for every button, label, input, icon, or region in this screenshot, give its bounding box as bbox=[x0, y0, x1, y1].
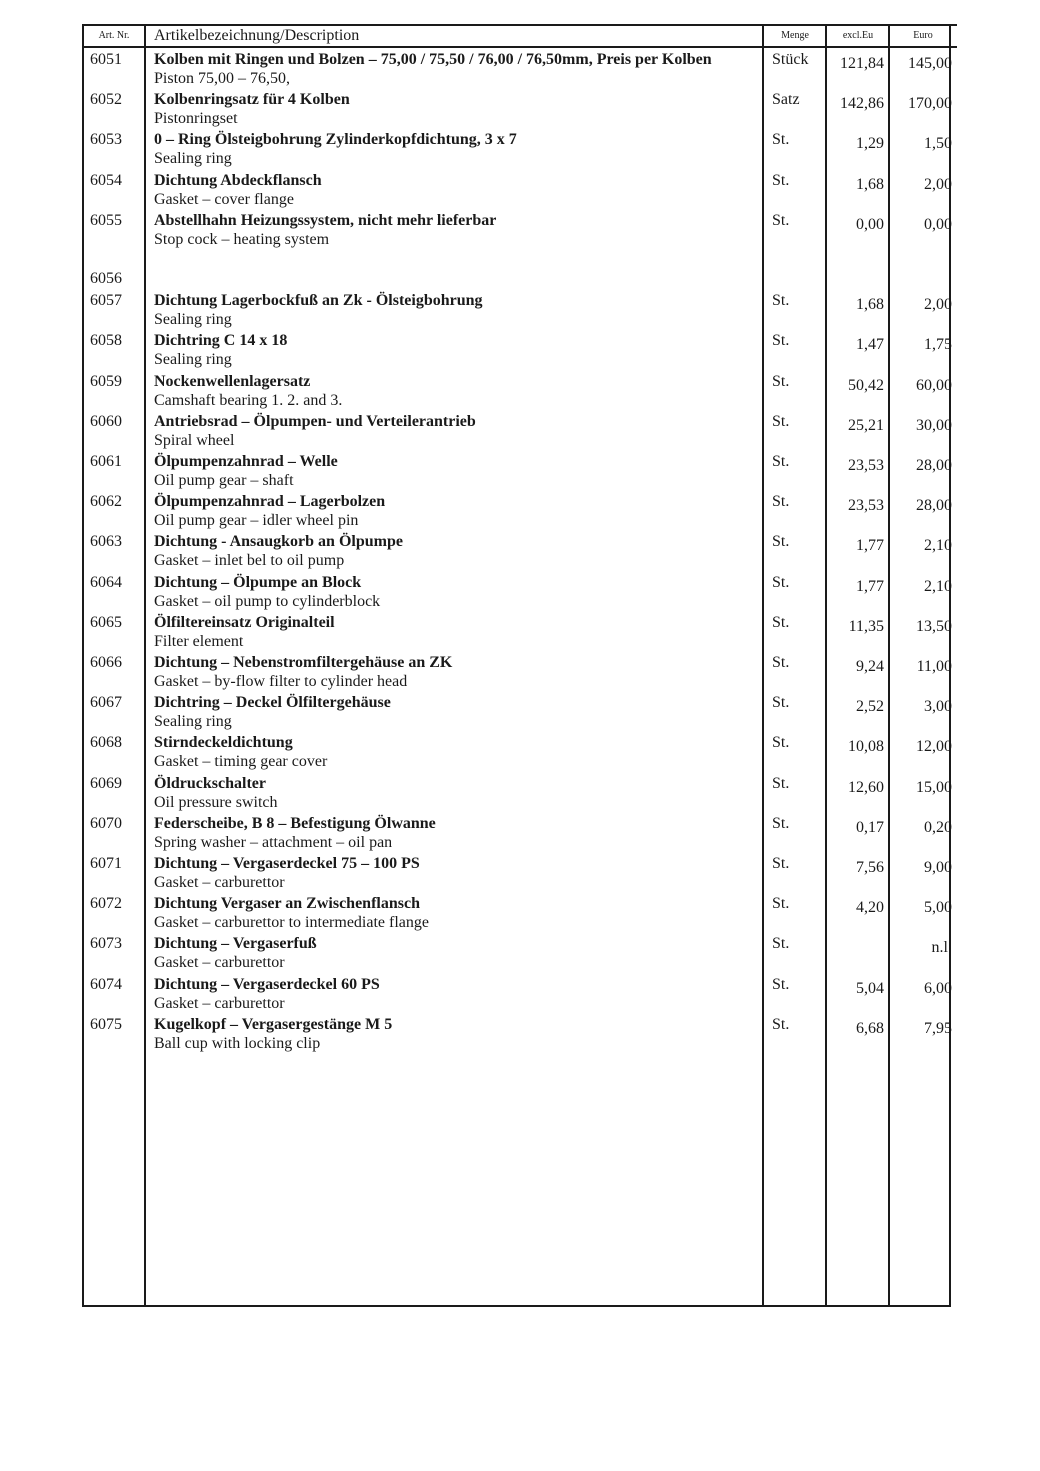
description-english: Gasket – cover flange bbox=[154, 190, 294, 208]
article-number: 6072 bbox=[90, 895, 122, 913]
price-excl-vat: 1,68 bbox=[856, 296, 884, 314]
article-number: 6060 bbox=[90, 412, 122, 430]
price-euro: 60,00 bbox=[916, 376, 952, 394]
description-german: Kugelkopf – Vergasergestänge M 5 bbox=[154, 1015, 393, 1033]
unit: St. bbox=[772, 895, 790, 913]
table-row bbox=[82, 530, 957, 570]
article-number: 6062 bbox=[90, 493, 122, 511]
description-german: Ölfiltereinsatz Originalteil bbox=[154, 613, 335, 631]
description-german: Antriebsrad – Ölpumpen- und Verteilerantrieb bbox=[154, 412, 476, 430]
price-excl-vat: 12,60 bbox=[848, 778, 884, 796]
table-row bbox=[82, 490, 957, 530]
article-number: 6075 bbox=[90, 1015, 122, 1033]
price-euro: 170,00 bbox=[908, 95, 952, 113]
table-row bbox=[82, 370, 957, 410]
header-menge: Menge bbox=[781, 30, 809, 41]
unit: St. bbox=[772, 654, 790, 671]
article-description bbox=[154, 50, 762, 88]
price-excl-vat: 50,42 bbox=[848, 376, 884, 394]
price-excl-vat: 5,04 bbox=[856, 979, 884, 997]
unit: St. bbox=[772, 774, 790, 792]
price-euro: 9,00 bbox=[924, 859, 952, 876]
price-euro: 13,50 bbox=[916, 617, 952, 635]
unit: St. bbox=[772, 412, 790, 430]
article-number: 6071 bbox=[90, 855, 122, 872]
table-row bbox=[82, 169, 957, 209]
header-excl: excl.Eu bbox=[842, 30, 874, 41]
article-description bbox=[154, 492, 762, 530]
price-euro: 2,10 bbox=[924, 537, 952, 555]
article-number: 6066 bbox=[90, 654, 122, 671]
price-euro: 15,00 bbox=[916, 778, 952, 796]
price-excl-vat: 25,21 bbox=[848, 416, 884, 434]
table-row bbox=[82, 571, 957, 611]
description-german: Dichtung - Ansaugkorb an Ölpumpe bbox=[154, 533, 403, 551]
table-row bbox=[82, 812, 957, 852]
unit: St. bbox=[772, 211, 790, 229]
article-number: 6059 bbox=[90, 372, 122, 390]
price-excl-vat: 1,47 bbox=[856, 336, 884, 354]
price-excl-vat: 6,68 bbox=[856, 1019, 884, 1037]
description-german: 0 – Ring Ölsteigbohrung Zylinderkopfdichtung, 3 x 7 bbox=[154, 131, 517, 149]
article-description bbox=[154, 894, 762, 932]
price-excl-vat: 121,84 bbox=[840, 55, 884, 72]
description-german: Öldruckschalter bbox=[154, 774, 266, 792]
article-number: 6057 bbox=[90, 292, 122, 310]
table-row bbox=[82, 209, 957, 249]
description-german: Dichtung Vergaser an Zwischenflansch bbox=[154, 895, 420, 913]
article-number: 6074 bbox=[90, 975, 122, 993]
unit: St. bbox=[772, 533, 790, 551]
description-german: Kolbenringsatz für 4 Kolben bbox=[154, 91, 350, 109]
unit: St. bbox=[772, 613, 790, 631]
description-english: Sealing ring bbox=[154, 150, 232, 168]
unit: St. bbox=[772, 332, 790, 350]
article-number: 6068 bbox=[90, 734, 122, 752]
description-german: Dichtung – Vergaserdeckel 60 PS bbox=[154, 975, 380, 993]
price-euro: 30,00 bbox=[916, 416, 952, 434]
unit: St. bbox=[772, 292, 790, 310]
description-english: Camshaft bearing 1. 2. and 3. bbox=[154, 391, 343, 409]
description-german: Federscheibe, B 8 – Befestigung Ölwanne bbox=[154, 814, 436, 832]
unit: Stück bbox=[772, 51, 809, 68]
price-euro: 1,75 bbox=[924, 336, 952, 354]
price-excl-vat: 1,77 bbox=[856, 577, 884, 595]
article-number: 6064 bbox=[90, 573, 122, 591]
description-german: Dichtring – Deckel Ölfiltergehäuse bbox=[154, 694, 391, 712]
description-english: Pistonringset bbox=[154, 110, 238, 128]
description-english: Gasket – carburettor to intermediate flange bbox=[154, 914, 429, 932]
description-english: Filter element bbox=[154, 632, 244, 650]
description-english: Spiral wheel bbox=[154, 431, 235, 449]
unit: St. bbox=[772, 935, 790, 953]
price-euro: 28,00 bbox=[916, 457, 952, 474]
description-english: Ball cup with locking clip bbox=[154, 1034, 321, 1052]
unit: St. bbox=[772, 493, 790, 511]
table-row bbox=[82, 651, 957, 691]
article-description bbox=[154, 1015, 762, 1053]
unit: St. bbox=[772, 694, 790, 712]
article-number: 6058 bbox=[90, 332, 122, 350]
description-english: Gasket – inlet bel to oil pump bbox=[154, 552, 345, 570]
description-english: Sealing ring bbox=[154, 351, 232, 369]
price-euro: 145,00 bbox=[908, 55, 952, 72]
table-row bbox=[82, 128, 957, 168]
description-english: Gasket – carburettor bbox=[154, 994, 285, 1012]
description-german: Nockenwellenlagersatz bbox=[154, 372, 311, 390]
price-euro: 2,10 bbox=[924, 577, 952, 595]
unit: Satz bbox=[772, 91, 800, 109]
article-description bbox=[154, 291, 762, 329]
description-english: Gasket – oil pump to cylinderblock bbox=[154, 592, 381, 610]
description-german: Dichtung – Vergaserfuß bbox=[154, 935, 317, 953]
unit: St. bbox=[772, 1015, 790, 1033]
table-row bbox=[82, 1013, 957, 1053]
price-excl-vat: 23,53 bbox=[848, 457, 884, 474]
article-description bbox=[154, 854, 762, 892]
article-description bbox=[154, 412, 762, 450]
price-list-table bbox=[82, 24, 957, 1307]
article-description bbox=[154, 934, 762, 972]
description-english: Sealing ring bbox=[154, 713, 232, 731]
article-description bbox=[154, 372, 762, 410]
unit: St. bbox=[772, 453, 790, 470]
table-row bbox=[82, 772, 957, 812]
price-euro: 0,20 bbox=[924, 818, 952, 836]
article-number: 6070 bbox=[90, 814, 122, 832]
description-german: Dichtung Lagerbockfuß an Zk - Ölsteigbohrung bbox=[154, 292, 483, 310]
article-description bbox=[154, 532, 762, 570]
article-description bbox=[154, 90, 762, 128]
article-description bbox=[154, 814, 762, 852]
price-excl-vat: 1,29 bbox=[856, 135, 884, 153]
description-german: Stirndeckeldichtung bbox=[154, 734, 293, 752]
price-euro: 11,00 bbox=[916, 658, 952, 675]
price-euro: 2,00 bbox=[924, 296, 952, 314]
article-description bbox=[154, 975, 762, 1013]
unit: St. bbox=[772, 372, 790, 390]
description-german: Dichtung – Vergaserdeckel 75 – 100 PS bbox=[154, 855, 420, 872]
article-number: 6067 bbox=[90, 694, 122, 712]
article-description bbox=[154, 613, 762, 651]
table-row bbox=[82, 973, 957, 1013]
price-excl-vat: 4,20 bbox=[856, 899, 884, 917]
description-german: Ölpumpenzahnrad – Welle bbox=[154, 453, 338, 470]
table-row bbox=[82, 249, 957, 289]
description-english: Sealing ring bbox=[154, 311, 232, 329]
article-description bbox=[154, 211, 762, 249]
table-row bbox=[82, 932, 957, 972]
unit: St. bbox=[772, 131, 790, 149]
article-description bbox=[154, 452, 762, 490]
description-english: Oil pump gear – shaft bbox=[154, 472, 294, 489]
table-row bbox=[82, 731, 957, 771]
article-description bbox=[154, 653, 762, 691]
unit: St. bbox=[772, 171, 790, 189]
description-english: Oil pump gear – idler wheel pin bbox=[154, 512, 359, 530]
article-number: 6069 bbox=[90, 774, 122, 792]
article-number: 6052 bbox=[90, 91, 122, 109]
article-number: 6054 bbox=[90, 171, 122, 189]
table-row bbox=[82, 410, 957, 450]
price-excl-vat: 0,17 bbox=[856, 818, 884, 836]
description-german: Dichtung – Nebenstromfiltergehäuse an ZK bbox=[154, 654, 453, 671]
table-row bbox=[82, 892, 957, 932]
price-euro: 12,00 bbox=[916, 738, 952, 756]
unit: St. bbox=[772, 975, 790, 993]
article-number: 6055 bbox=[90, 211, 122, 229]
article-number: 6063 bbox=[90, 533, 122, 551]
article-description bbox=[154, 774, 762, 812]
article-description bbox=[154, 171, 762, 209]
description-english: Gasket – carburettor bbox=[154, 954, 285, 972]
price-excl-vat: 0,00 bbox=[856, 215, 884, 233]
price-euro: n.l. bbox=[931, 939, 952, 957]
price-euro: 3,00 bbox=[924, 698, 952, 716]
price-excl-vat: 11,35 bbox=[848, 617, 884, 635]
price-euro: 5,00 bbox=[924, 899, 952, 917]
price-euro: 2,00 bbox=[924, 175, 952, 193]
article-description bbox=[154, 693, 762, 731]
price-excl-vat: 1,77 bbox=[856, 537, 884, 555]
article-number: 6073 bbox=[90, 935, 122, 953]
description-german: Abstellhahn Heizungssystem, nicht mehr lieferbar bbox=[154, 211, 497, 229]
description-german: Dichtung – Ölpumpe an Block bbox=[154, 573, 362, 591]
header-description: Artikelbezeichnung/Description bbox=[154, 27, 360, 44]
table-bottom-border bbox=[82, 1305, 950, 1307]
article-number: 6056 bbox=[90, 270, 122, 287]
table-row bbox=[82, 852, 957, 892]
article-description bbox=[154, 573, 762, 611]
unit: St. bbox=[772, 814, 790, 832]
price-excl-vat: 9,24 bbox=[856, 658, 884, 675]
price-euro: 6,00 bbox=[924, 979, 952, 997]
table-row bbox=[82, 450, 957, 490]
article-description bbox=[154, 130, 762, 168]
article-number: 6053 bbox=[90, 131, 122, 149]
table-row bbox=[82, 611, 957, 651]
price-euro: 0,00 bbox=[924, 215, 952, 233]
price-euro: 1,50 bbox=[924, 135, 952, 153]
price-excl-vat: 7,56 bbox=[856, 859, 884, 876]
description-german: Ölpumpenzahnrad – Lagerbolzen bbox=[154, 493, 386, 511]
price-excl-vat: 1,68 bbox=[856, 175, 884, 193]
description-german: Kolben mit Ringen und Bolzen – 75,00 / 75,50 / 76,00 / 76,50mm, Preis per Kolben bbox=[154, 51, 712, 68]
unit: St. bbox=[772, 573, 790, 591]
header-art-nr: Art. Nr. bbox=[98, 30, 130, 41]
description-english: Gasket – timing gear cover bbox=[154, 753, 328, 771]
article-number: 6061 bbox=[90, 453, 122, 470]
article-number: 6065 bbox=[90, 613, 122, 631]
price-euro: 28,00 bbox=[916, 497, 952, 515]
description-german: Dichtung Abdeckflansch bbox=[154, 171, 322, 189]
table-row bbox=[82, 48, 957, 88]
price-excl-vat: 2,52 bbox=[856, 698, 884, 716]
table-row bbox=[82, 289, 957, 329]
price-excl-vat: 10,08 bbox=[848, 738, 884, 756]
article-number: 6051 bbox=[90, 51, 122, 68]
unit: St. bbox=[772, 855, 790, 872]
header-euro: Euro bbox=[913, 30, 933, 41]
description-english: Gasket – by-flow filter to cylinder head bbox=[154, 673, 408, 690]
article-description bbox=[154, 733, 762, 771]
description-english: Gasket – carburettor bbox=[154, 874, 285, 891]
description-english: Spring washer – attachment – oil pan bbox=[154, 833, 393, 851]
price-excl-vat: 142,86 bbox=[840, 95, 884, 113]
description-english: Oil pressure switch bbox=[154, 793, 278, 811]
unit: St. bbox=[772, 734, 790, 752]
price-excl-vat: 23,53 bbox=[848, 497, 884, 515]
article-description bbox=[154, 331, 762, 369]
description-english: Stop cock – heating system bbox=[154, 230, 330, 248]
table-row bbox=[82, 88, 957, 128]
price-euro: 7,95 bbox=[924, 1019, 952, 1037]
table-row bbox=[82, 691, 957, 731]
table-row bbox=[82, 329, 957, 369]
description-english: Piston 75,00 – 76,50, bbox=[154, 70, 291, 87]
description-german: Dichtring C 14 x 18 bbox=[154, 332, 288, 350]
